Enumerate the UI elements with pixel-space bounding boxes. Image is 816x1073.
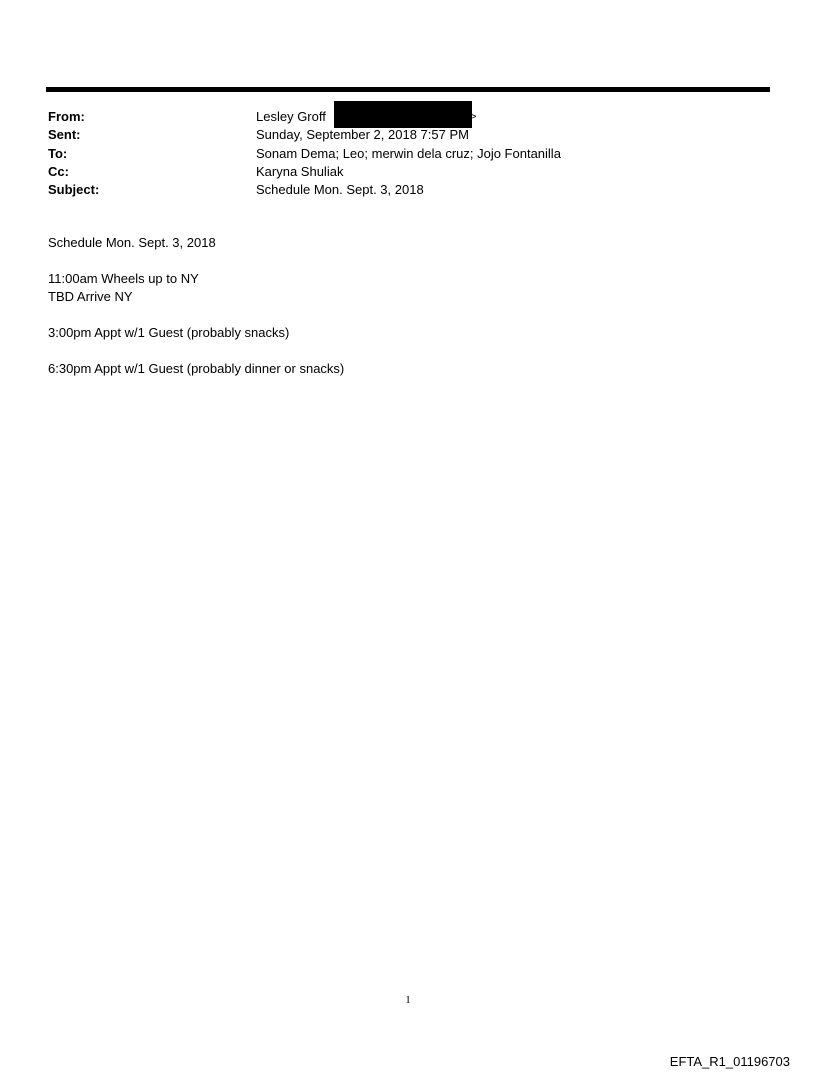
email-header — [48, 108, 561, 199]
sent-value: Sunday, September 2, 2018 7:57 PM — [256, 127, 469, 143]
sent-row — [48, 126, 561, 144]
to-row — [48, 145, 561, 163]
subject-value: Schedule Mon. Sept. 3, 2018 — [256, 182, 424, 198]
subject-label: Subject: — [48, 182, 100, 198]
header-rule — [46, 87, 770, 92]
cc-label: Cc: — [48, 163, 69, 179]
from-tail: > — [470, 111, 477, 123]
page-number: 1 — [405, 994, 411, 1006]
from-value — [256, 108, 477, 126]
body-title: Schedule Mon. Sept. 3, 2018 — [48, 235, 216, 250]
to-value: Sonam Dema; Leo; merwin dela cruz; Jojo Fontanilla — [256, 145, 561, 161]
redaction-box — [334, 101, 472, 128]
cc-value: Karyna Shuliak — [256, 163, 344, 179]
sent-label: Sent: — [48, 127, 81, 143]
to-label: To: — [48, 145, 68, 161]
email-body — [48, 234, 344, 396]
appt-line-1: 3:00pm Appt w/1 Guest (probably snacks) — [48, 325, 290, 340]
from-label: From: — [48, 109, 85, 124]
wheels-up-line: 11:00am Wheels up to NY — [48, 271, 199, 286]
subject-row — [48, 181, 561, 199]
arrive-line: TBD Arrive NY — [48, 289, 133, 304]
sender-name: Lesley Groff — [256, 109, 326, 124]
cc-row — [48, 163, 561, 181]
from-row — [48, 108, 561, 126]
bates-number: EFTA_R1_01196703 — [669, 1054, 790, 1069]
body-travel — [48, 270, 344, 306]
appt-line-2: 6:30pm Appt w/1 Guest (probably dinner or snacks) — [48, 361, 345, 376]
